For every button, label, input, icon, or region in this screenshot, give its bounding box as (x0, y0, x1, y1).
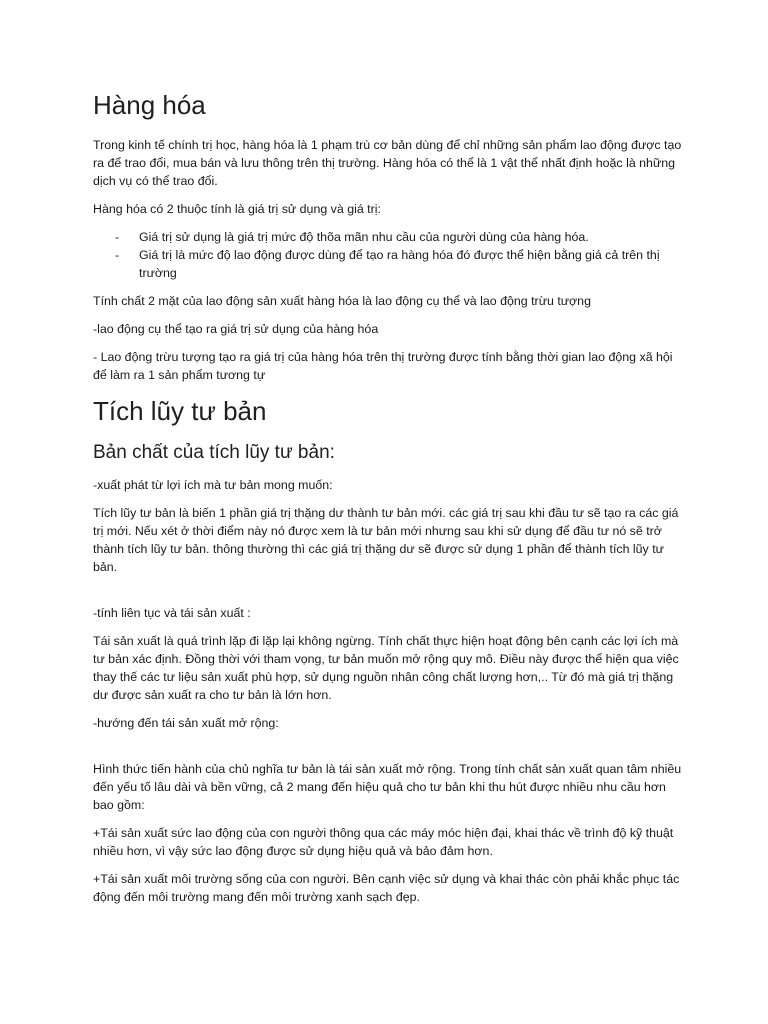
paragraph-attributes-intro: Hàng hóa có 2 thuộc tính là giá trị sử dụng và giá trị: (93, 202, 381, 216)
paragraph-accumulation: Tích lũy tư bản là biến 1 phần giá trị thặng dư thành tư bản mới. các giá trị sau khi đầu tư sẽ tạo ra các giá trị mới. Nếu xét ở thời điểm này nó được xem là tư bản mới nhưng sau khi sử dụng để đầu tư nó sẽ trở thành tích lũy tư bản. thông thường thì các giá trị thặng dư sẽ được sử dụng 1 phần để thành tích lũy tư bản. (93, 506, 679, 574)
heading-tich-luy-tu-ban: Tích lũy tư bản (93, 396, 267, 426)
paragraph-origin: -xuất phát từ lợi ích mà tư bản mong muốn: (93, 478, 333, 492)
list-item-text: Giá trị sử dụng là giá trị mức độ thõa mãn nhu cầu của người dùng của hàng hóa. (139, 230, 589, 244)
paragraph-expanded-reproduction: Hình thức tiến hành của chủ nghĩa tư bản là tái sản xuất mở rộng. Trong tính chất sản xuất quan tâm nhiều đến yếu tố lâu dài và bền vững, cả 2 mang đến hiệu quả cho tư bản khi thu hút được nhiều nhu cầu hơn bao gồm: (93, 762, 682, 812)
paragraph-definition: Trong kinh tế chính trị học, hàng hóa là 1 phạm trù cơ bản dùng để chỉ những sản phẩm lao động được tạo ra để trao đổi, mua bán và lưu thông trên thị trường. Hàng hóa có thể là 1 vật thể nhất định hoặc là những dịch vụ có thể trao đổi. (93, 138, 682, 188)
list-item-text: Giá trị là mức độ lao động được dùng để tạo ra hàng hóa đó được thể hiện bằng giá cả trên thị trường (139, 248, 660, 280)
document-page (93, 88, 683, 916)
blank-line (93, 586, 683, 604)
paragraph-expansion-heading: -hướng đến tái sản xuất mở rộng: (93, 716, 279, 730)
paragraph-environment-reproduction: +Tái sản xuất môi trường sống của con người. Bên cạnh việc sử dụng và khai thác còn phải khắc phục tác động đến môi trường mang đến môi trường xanh sạch đẹp. (93, 872, 680, 904)
heading-hang-hoa: Hàng hóa (93, 90, 206, 120)
paragraph-continuity: -tính liên tục và tái sản xuất : (93, 606, 251, 620)
attributes-list (93, 228, 683, 282)
dash-bullet: - (115, 230, 120, 244)
paragraph-dual-nature: Tính chất 2 mặt của lao động sản xuất hàng hóa là lao động cụ thể và lao động trừu tượng (93, 294, 591, 308)
blank-line (93, 742, 683, 760)
subheading-ban-chat: Bản chất của tích lũy tư bản: (93, 442, 335, 463)
paragraph-reproduction: Tái sản xuất là quá trình lặp đi lặp lại không ngừng. Tính chất thực hiện hoạt động bên cạnh các lợi ích mà tư bản xác định. Đồng thời với tham vọng, tư bản muốn mở rộng quy mô. Điều này được thể hiện qua việc thay thế các tư liệu sản xuất phù hợp, sử dụng nguồn nhân công chất lượng hơn,.. Từ đó mà giá trị thặng dư được sản xuất ra cho tư bản là lớn hơn. (93, 634, 679, 702)
dash-bullet: - (115, 248, 120, 262)
paragraph-abstract-labor: - Lao động trừu tượng tạo ra giá trị của hàng hóa trên thị trường được tính bằng thời gian lao động xã hội để làm ra 1 sản phẩm tương tự (93, 350, 673, 382)
list-item (93, 246, 683, 282)
paragraph-labor-reproduction: +Tái sản xuất sức lao động của con người thông qua các máy móc hiện đại, khai thác về trình độ kỹ thuật nhiều hơn, vì vậy sức lao động được sử dụng hiệu quả và bảo đảm hơn. (93, 826, 674, 858)
list-item (93, 228, 683, 246)
paragraph-concrete-labor: -lao động cụ thể tạo ra giá trị sử dụng của hàng hóa (93, 322, 379, 336)
